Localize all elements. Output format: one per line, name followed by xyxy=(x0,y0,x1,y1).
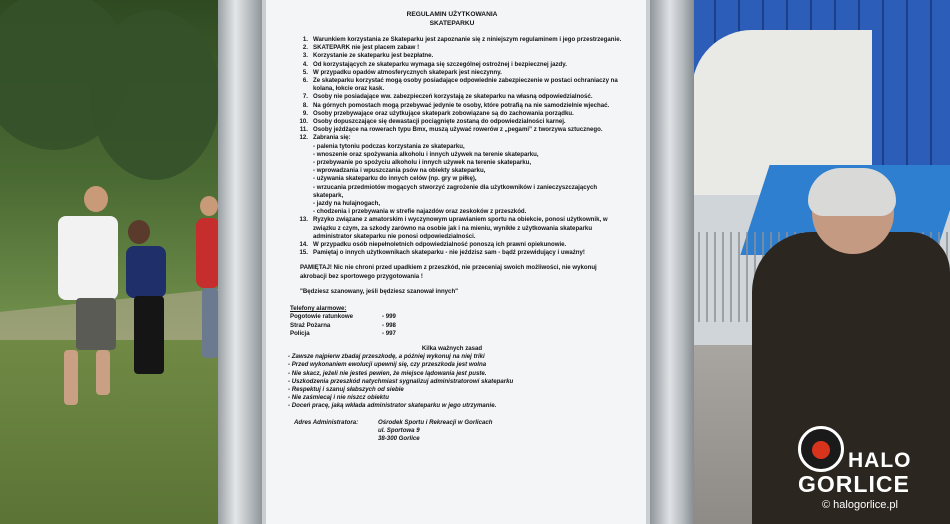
rule-item: 8. Na górnych pomostach mogą przebywać jedynie te osoby, które potrafią na nie samodzielnie wjechać. xyxy=(302,101,610,109)
rule-item: 5. W przypadku opadów atmosferycznych skatepark jest nieczynny. xyxy=(302,68,502,76)
admin-label: Adres Administratora: xyxy=(294,418,359,426)
rules-list-continued xyxy=(282,216,622,257)
logo-text-gorlice: GORLICE xyxy=(798,471,910,497)
administrator-address xyxy=(282,419,622,444)
prohibition-item: - wrzucania przedmiotów mogących stworzyć zagrożenie dla użytkowników i zanieczyszczających skatepark, xyxy=(313,183,598,199)
tip-item: - Uszkodzenia przeszkód natychmiast sygnalizuj administratorowi skateparku xyxy=(288,377,514,385)
tip-item: - Doceń pracę, jaką wkłada administrator skateparku w jego utrzymanie. xyxy=(288,402,497,410)
phone-row: Pogotowie ratunkowe - 999 xyxy=(290,313,396,321)
remember-notice: PAMIĘTAJ! Nic nie chroni przed upadkiem z przeszkód, nie przeceniaj swoich możliwości, nie wykonuj akrobacji bez sportowego przygotowania ! xyxy=(300,264,597,280)
rule-item: 2. SKATEPARK nie jest placem zabaw ! xyxy=(302,44,420,52)
respect-quote: "Będziesz szanowany, jeśli będziesz szanował innych" xyxy=(300,287,459,295)
sign-post-right xyxy=(650,0,694,524)
rule-item: 6. Ze skateparku korzystać mogą osoby posiadające odpowiednie zabezpieczenie w postaci ochraniaczy na kolana, łokcie oraz kask. xyxy=(302,77,618,93)
tip-item: - Nie zaśmiecaj i nie niszcz obiektu xyxy=(288,394,389,402)
emergency-phones-title: Telefony alarmowe: xyxy=(290,305,347,313)
rule-item: 10. Osoby dopuszczające się dewastacji pociągnięte zostaną do odpowiedzialności karnej. xyxy=(299,118,566,126)
tips-title: Kilka ważnych zasad xyxy=(421,344,483,352)
tip-item: - Nie skacz, jeżeli nie jesteś pewien, że miejsce lądowania jest puste. xyxy=(288,369,487,377)
prohibition-item: - wprowadzania i wpuszczania psów na obiekty skateparku, xyxy=(313,167,486,175)
rule-item: 12. Zabrania się: xyxy=(299,134,351,142)
sign-post-left xyxy=(218,0,262,524)
halo-gorlice-watermark xyxy=(798,426,948,524)
rule-item: 11. Osoby jeżdżące na rowerach typu Bmx, muszą używać rowerów z „pegami” z tworzywa sztucznego. xyxy=(299,126,603,134)
logo-url: © halogorlice.pl xyxy=(822,499,898,511)
logo-text-halo: HALO xyxy=(848,449,912,472)
rule-item: 7. Osoby nie posiadające ww. zabezpieczeń korzystają ze skateparku na własną odpowiedzialność. xyxy=(302,93,593,101)
prohibition-item: - używania skateparku do innych celów (np. gry w piłkę), xyxy=(313,175,477,183)
rule-item: 15. Pamiętaj o innych użytkownikach skateparku - nie jeździsz sam - bądź przewidujący i uważny! xyxy=(299,249,585,257)
admin-line: Ośrodek Sportu i Rekreacji w Gorlicach xyxy=(378,418,493,426)
grass-lawn xyxy=(0,340,225,524)
man-gray-hair xyxy=(808,168,896,216)
rule-item: 3. Korzystanie ze skateparku jest bezpłatne. xyxy=(302,52,434,60)
rule-item: 1. Warunkiem korzystania ze Skateparku jest zapoznanie się z niniejszym regulaminem i jego przestrzeganie. xyxy=(302,36,622,43)
tip-item: - Respektuj i szanuj słabszych od siebie xyxy=(288,385,404,393)
phone-row: Straż Pożarna - 998 xyxy=(290,321,396,329)
rules-list xyxy=(282,36,622,143)
prohibition-item: - palenia tytoniu podczas korzystania ze skateparku, xyxy=(313,142,465,150)
sign-title-line-2: SKATEPARKU xyxy=(429,20,475,27)
sign-title-line-1: REGULAMIN UŻYTKOWANIA xyxy=(406,11,498,18)
prohibition-item: - chodzenia i przebywania w strefie najazdów oraz zeskoków z przeszkód. xyxy=(313,208,527,216)
tip-item: - Zawsze najpierw zbadaj przeszkodę, a później wykonuj na niej triki xyxy=(288,353,485,361)
prohibition-item: - wnoszenie oraz spożywania alkoholu i innych używek na terenie skateparku, xyxy=(313,150,539,158)
regulations-text xyxy=(282,10,622,443)
logo-emblem-icon xyxy=(798,426,844,472)
admin-line: 38-300 Gorlice xyxy=(378,434,420,442)
rule-item: 9. Osoby przebywające oraz użytkujące skatepark zobowiązane są do zachowania porządku. xyxy=(302,109,574,117)
admin-line: ul. Sportowa 9 xyxy=(378,426,420,434)
prohibition-item: - przebywanie po spożyciu alkoholu i innych używek na terenie skateparku, xyxy=(313,159,532,167)
tip-item: - Przed wykonaniem ewolucji upewnij się, czy przeszkoda jest wolna xyxy=(288,361,487,369)
rule-item: 14. W przypadku osób niepełnoletnich odpowiedzialność ponoszą ich prawni opiekunowie. xyxy=(299,241,567,249)
rule-item: 13. Ryzyko związane z amatorskim i wyczynowym uprawianiem sportu na obiekcie, ponosi użytkownik, w związku z czym, za szkody zarówno na osobie jak i na mieniu, wynikłe z użytkowania skateparku administrator skateparku nie ponosi odpowiedzialności. xyxy=(299,216,608,240)
rule-item: 4. Od korzystających ze skateparku wymaga się szczególnej ostrożnej i bezpiecznej jazdy. xyxy=(302,60,567,68)
tree-foliage xyxy=(90,10,220,180)
phone-row: Policja - 997 xyxy=(290,329,396,337)
prohibition-item: - jazdy na hulajnogach, xyxy=(313,200,381,208)
